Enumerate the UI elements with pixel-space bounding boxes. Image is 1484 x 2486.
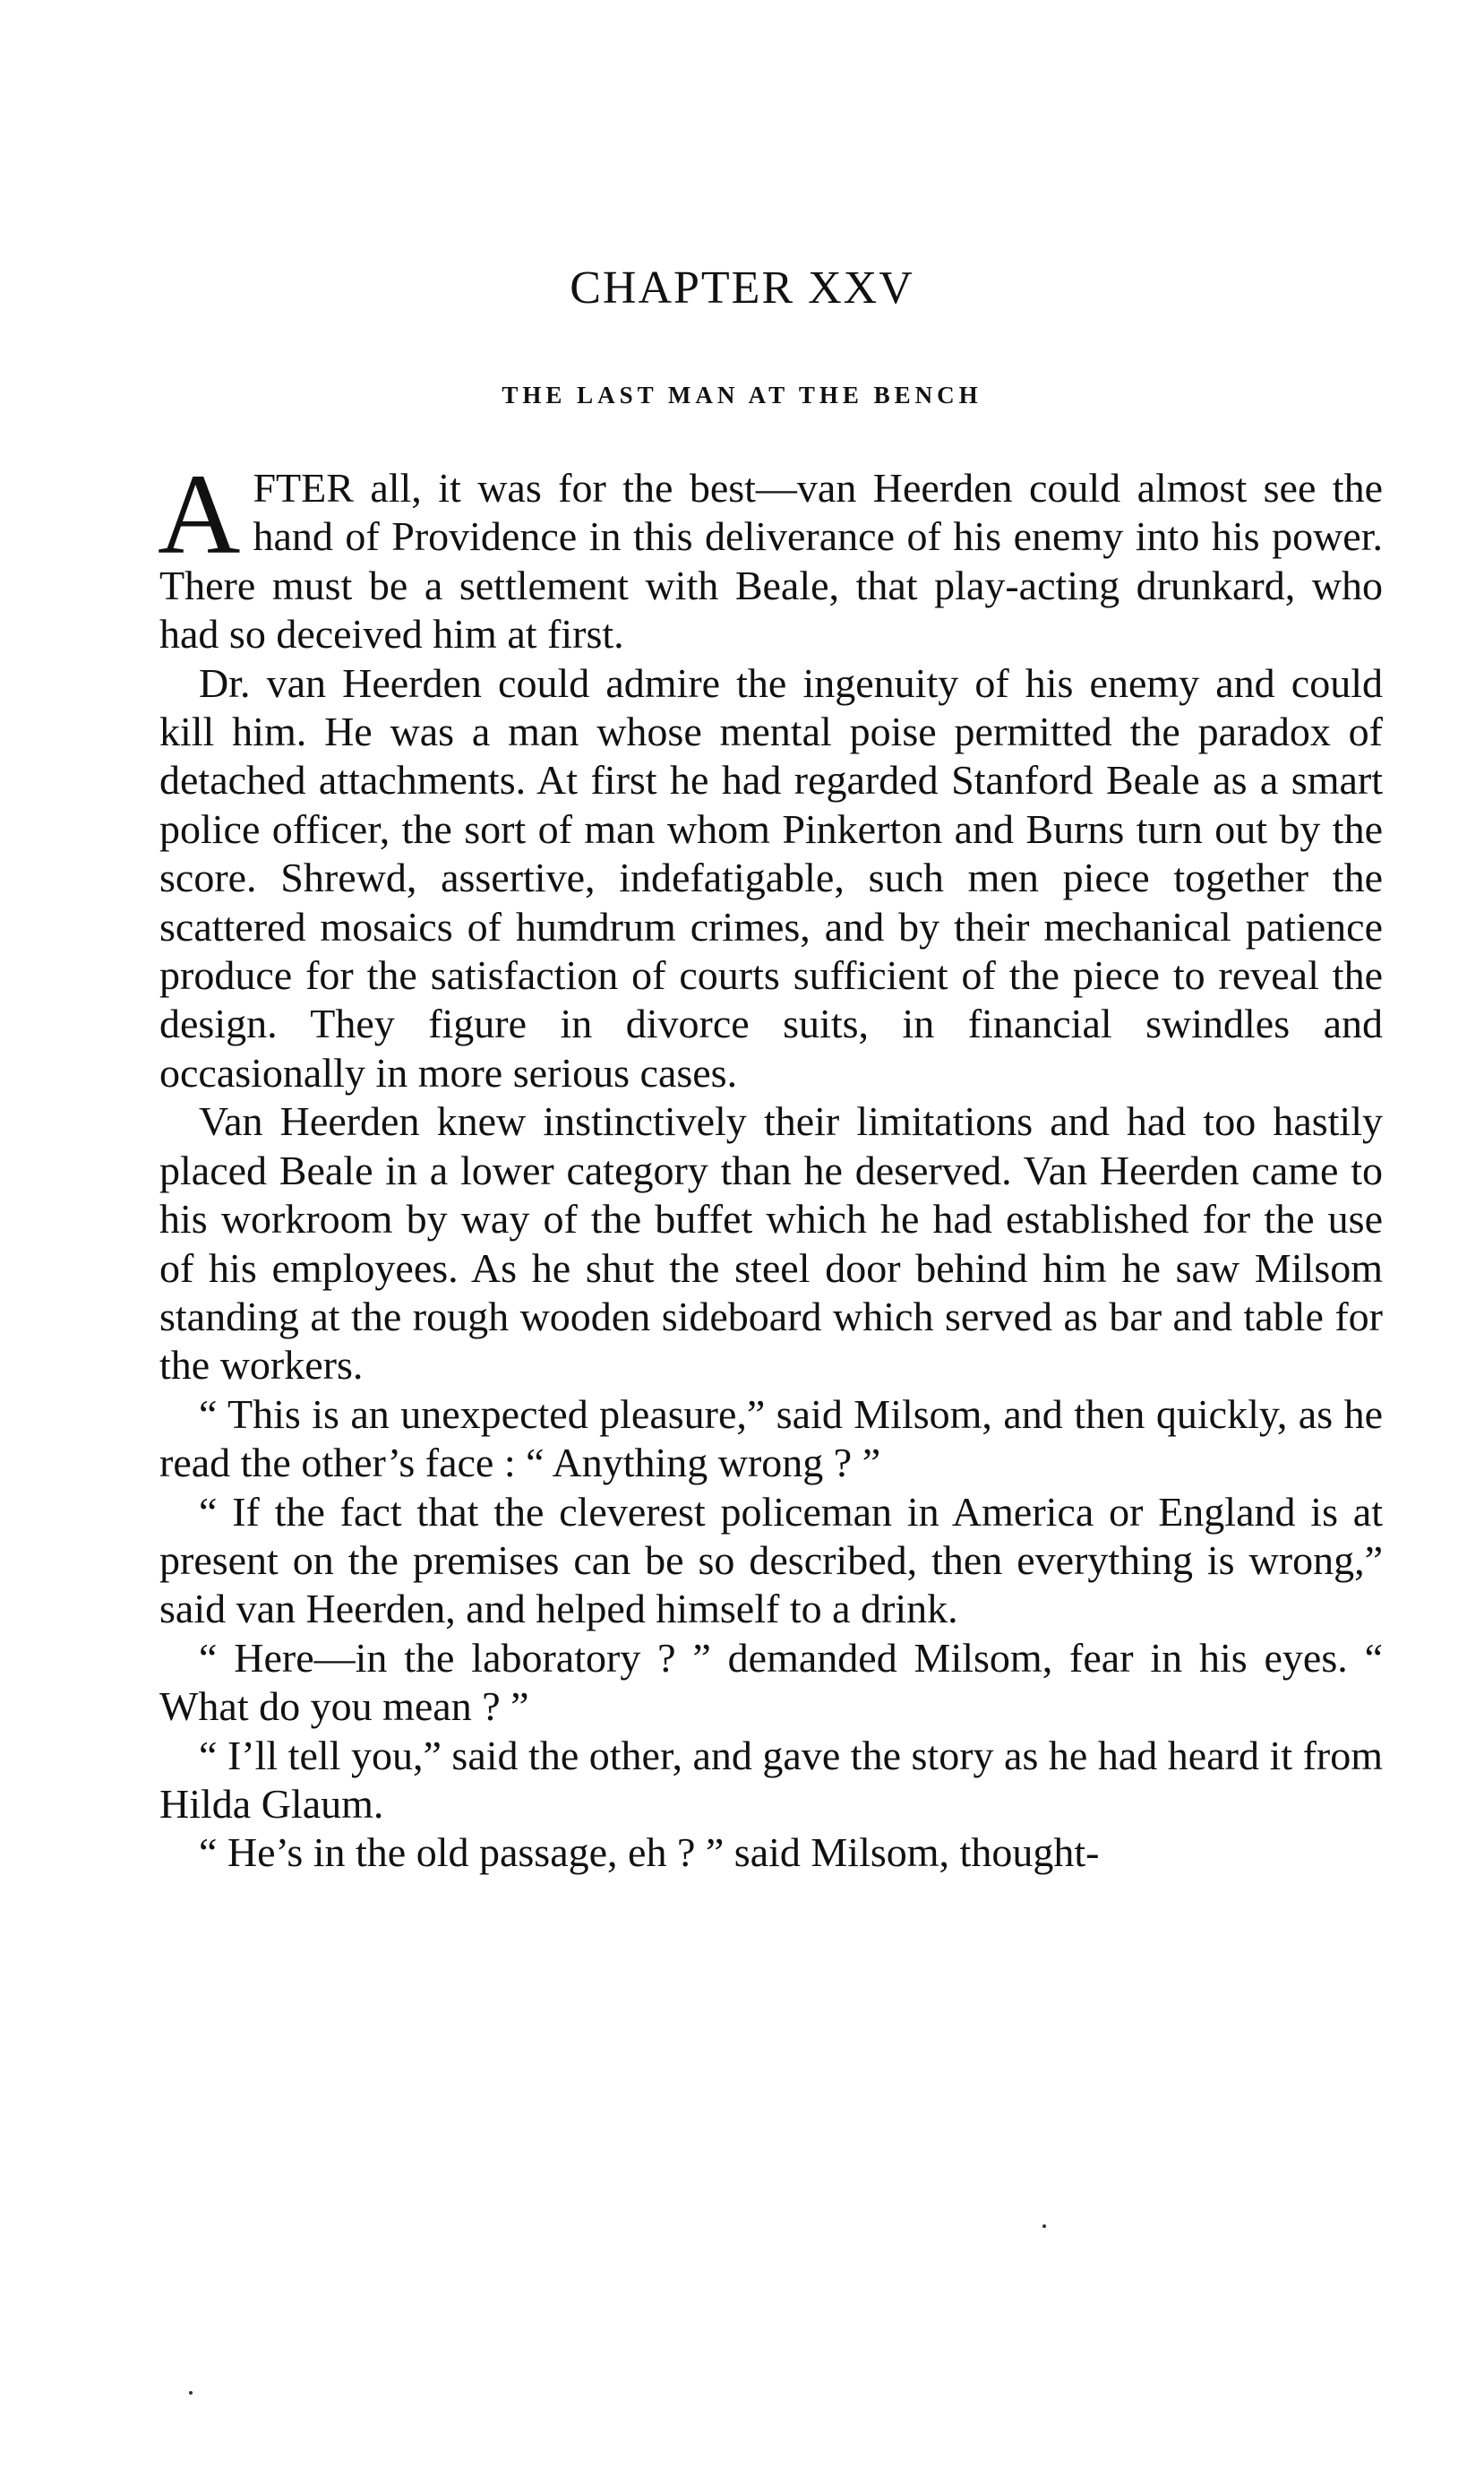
paragraph-8: “ He’s in the old passage, eh ? ” said Milsom, thought-: [199, 1829, 1100, 1876]
paragraph-7: “ I’ll tell you,” said the other, and gave the story as he had heard it from Hilda Glaum.: [159, 1732, 1383, 1827]
paragraph-3: Van Heerden knew instinctively their limitations and had too hastily placed Beale in a lower category than he deserved. Van Heerden came to his workroom by way of the buffet which he had established for the use of his employees. As he shut the steel door behind him he saw Milsom standing at the rough wooden sideboard which served as bar and table for the workers.: [159, 1098, 1383, 1389]
paragraph-2: Dr. van Heerden could admire the ingenuity of his enemy and could kill him. He was a man whose mental poise permitted the paradox of detached attachments. At first he had regarded Stanford Beale as a smart police officer, the sort of man whom Pinkerton and Burns turn out by the score. Shrewd, assertive, indefatigable, such men piece together the scattered mosaics of humdrum crimes, and by their mechanical patience produce for the satisfaction of courts sufficient of the piece to reveal the design. They figure in divorce suits, in financial swindles and occasionally in more serious cases.: [159, 659, 1383, 1096]
paragraph-6: “ Here—in the laboratory ? ” demanded Milsom, fear in his eyes. “ What do you mean ? ”: [159, 1634, 1383, 1730]
chapter-title: CHAPTER XXV: [570, 262, 914, 314]
drop-cap: A: [158, 451, 241, 578]
paragraph-4: “ This is an unexpected pleasure,” said Milsom, and then quickly, as he read the other’s face : “ Anything wrong ? ”: [159, 1390, 1383, 1486]
paragraph-5: “ If the fact that the cleverest policeman in America or England is at present on the premises can be so described, then everything is wrong,” said van Heerden, and helped himself to a drink.: [159, 1488, 1383, 1632]
chapter-body: [158, 451, 1383, 1878]
paragraph-text: FTER all, it was for the best—van Heerden could almost see the hand of Providence in this deliverance of his enemy into his power. There must be a settlement with Beale, that play-acting drunkard, who had so deceived him at first.: [159, 465, 1383, 658]
paragraph-1: [158, 451, 1383, 659]
ink-speck: [189, 2391, 193, 2395]
ink-speck: [1042, 2224, 1046, 2228]
chapter-subtitle: THE LAST MAN AT THE BENCH: [502, 382, 982, 409]
